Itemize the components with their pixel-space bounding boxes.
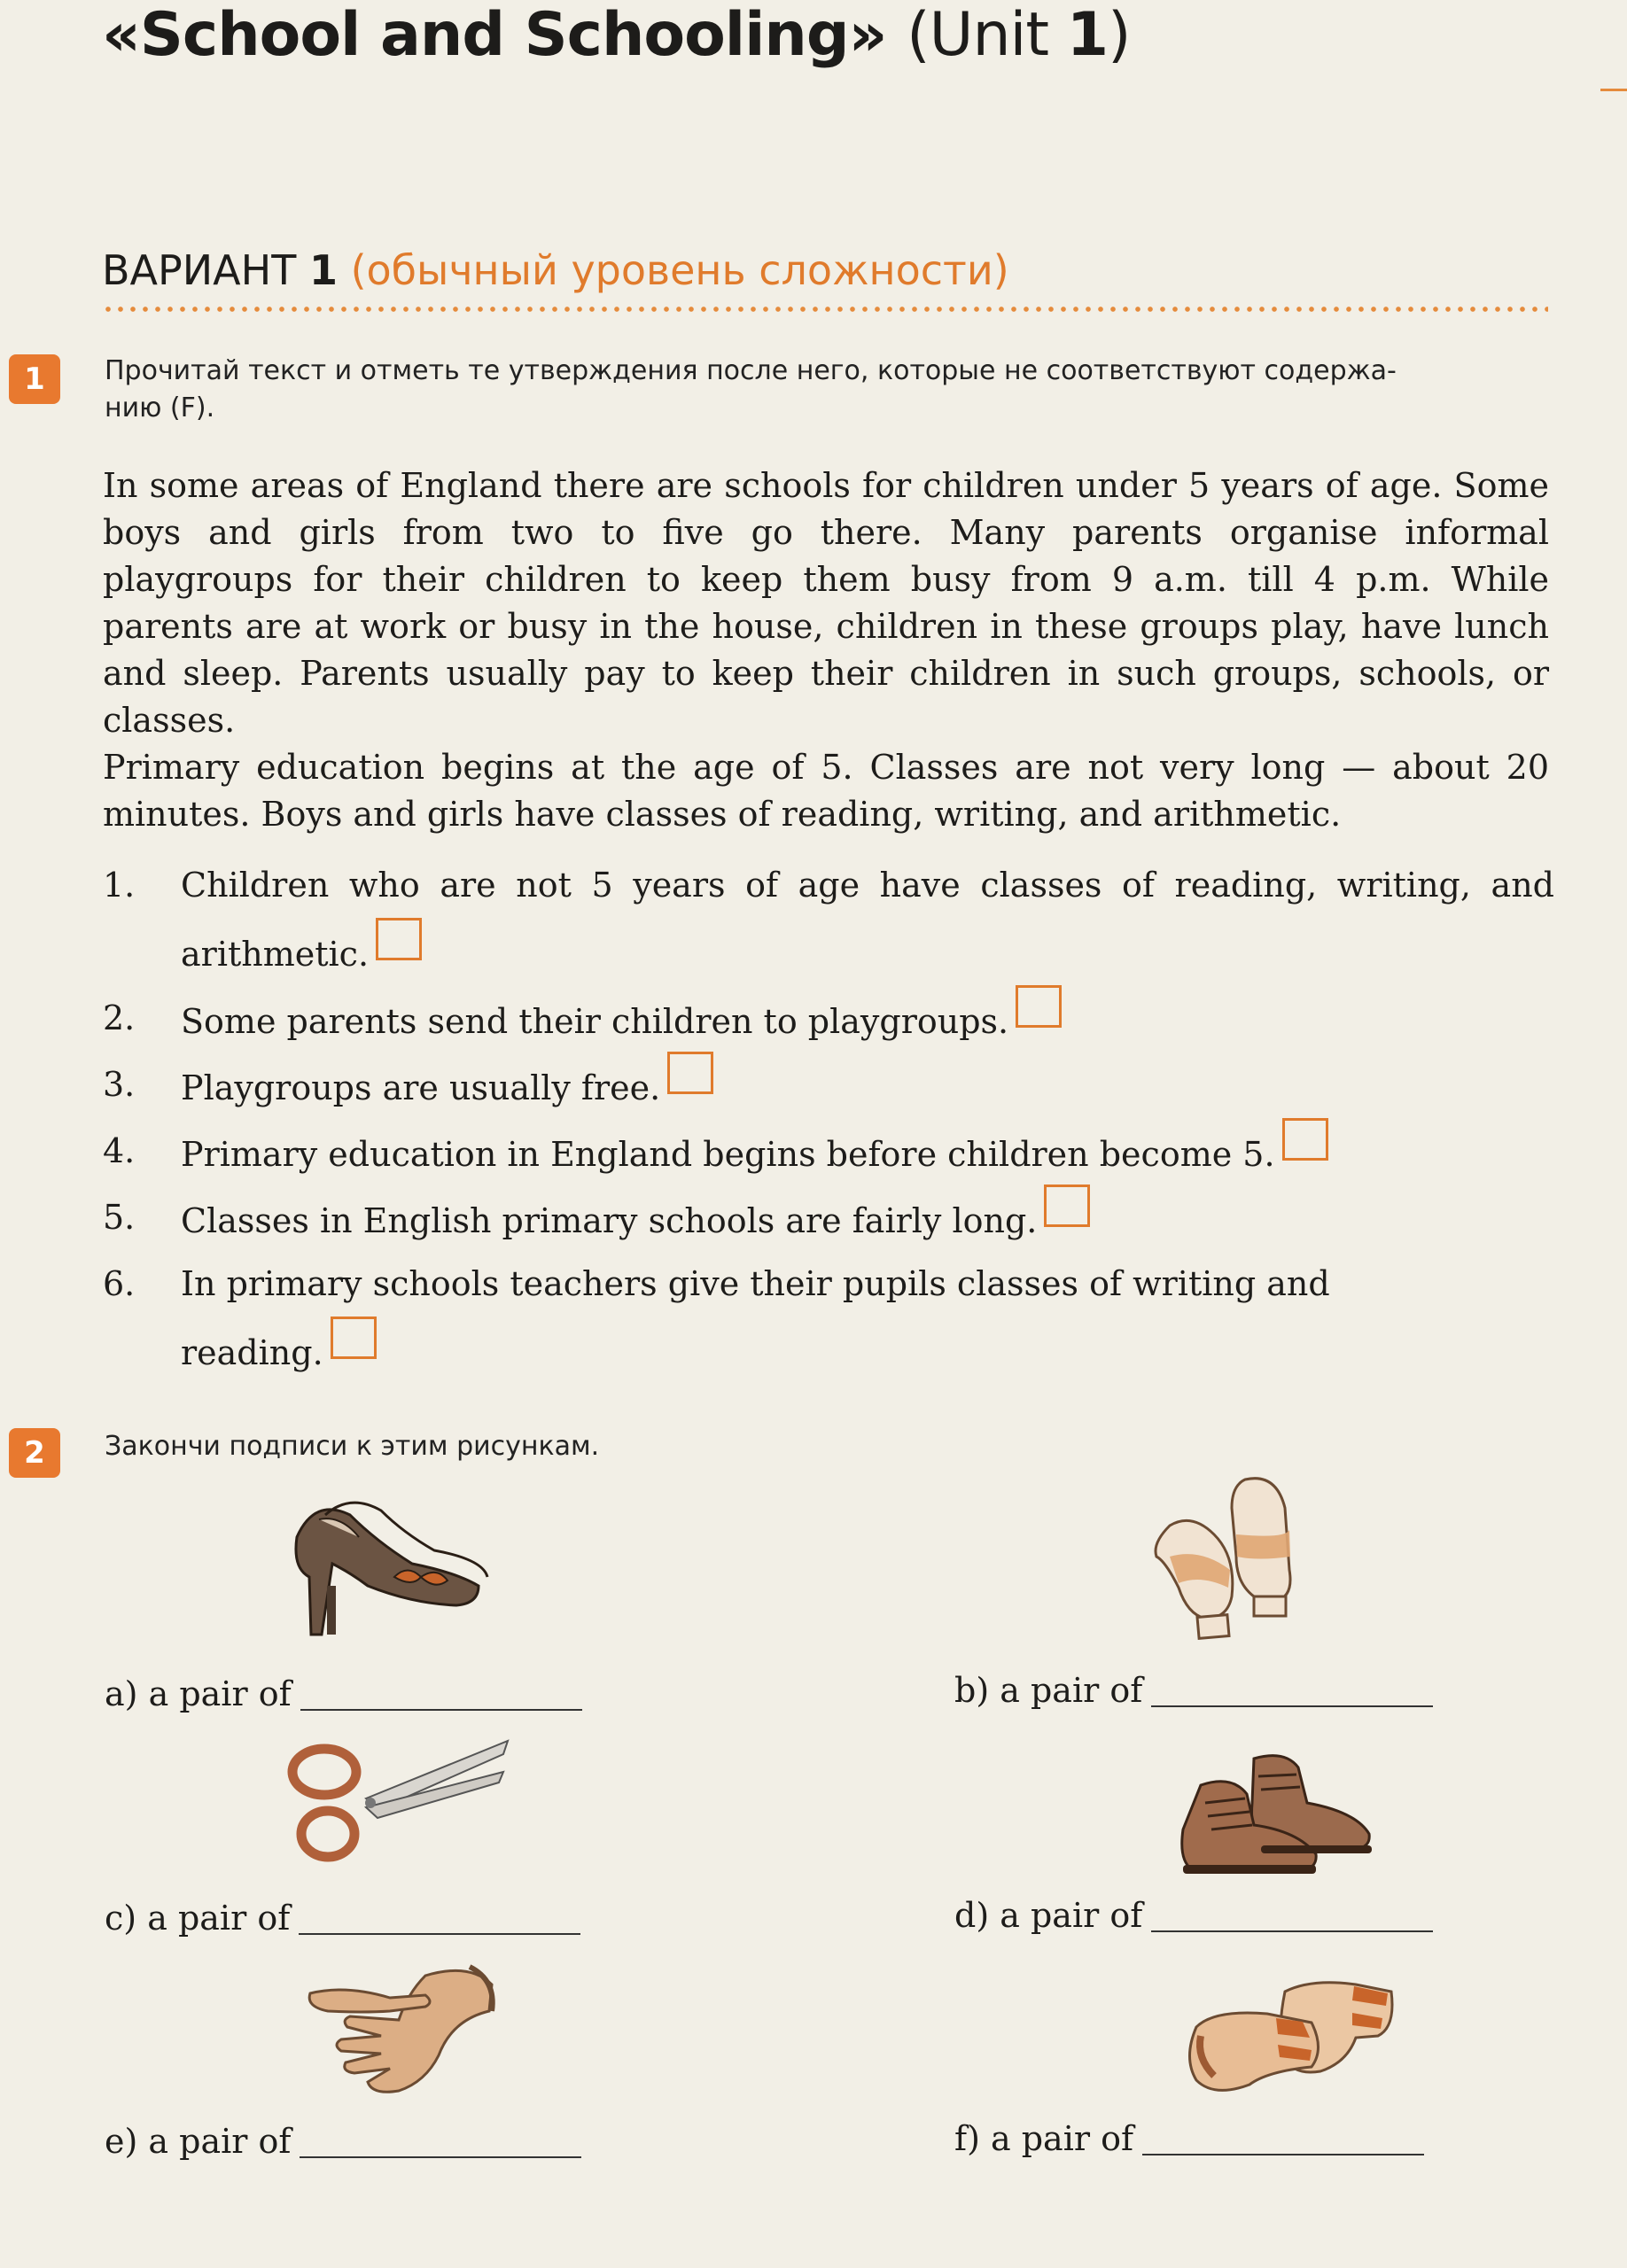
statement-text: [181, 852, 1554, 987]
variant-label: ВАРИАНТ: [102, 246, 309, 294]
variant-number: 1: [308, 246, 338, 294]
boots-icon: [1165, 1750, 1387, 1883]
answer-checkbox[interactable]: [1016, 985, 1062, 1028]
answer-blank[interactable]: [300, 2155, 581, 2158]
dotted-divider: [102, 307, 1548, 312]
caption-text: a pair of: [147, 1899, 291, 1938]
title-unit-prefix: (Unit: [907, 0, 1067, 70]
title-unit-number: 1: [1066, 0, 1109, 70]
answer-checkbox[interactable]: [1044, 1184, 1090, 1227]
statement-number: 3.: [103, 1065, 136, 1104]
caption-e: [105, 2122, 581, 2161]
statement-text-content: Playgroups are usually free.: [181, 1068, 661, 1107]
answer-blank[interactable]: [300, 1707, 582, 1711]
statement-text: [181, 1251, 1404, 1386]
task1-instruction-line2: нию (F).: [105, 392, 215, 423]
caption-text: a pair of: [1000, 1671, 1143, 1710]
caption-text: a pair of: [990, 2119, 1134, 2158]
edge-mark: [1600, 89, 1627, 91]
statement-text-content: In primary schools teachers give their pupils classes of writing and reading.: [181, 1264, 1330, 1372]
reading-passage: [103, 462, 1549, 838]
statement-number: 4.: [103, 1131, 136, 1170]
variant-heading: [102, 246, 1009, 294]
passage-paragraph-2: Primary education begins at the age of 5. Classes are not very long — about 20 minutes. Boys and girls have classes of reading, writing, and arithmetic.: [103, 748, 1549, 834]
statement-text: [181, 985, 1062, 1054]
socks-icon: [1179, 1974, 1400, 2102]
caption-letter: f): [954, 2119, 980, 2158]
statement-number: 1.: [103, 866, 136, 905]
title-main: «School and Schooling»: [102, 0, 887, 70]
variant-level: (обычный уровень сложности): [337, 246, 1009, 294]
statement-text: [181, 1118, 1328, 1187]
caption-letter: a): [105, 1674, 138, 1713]
caption-letter: c): [105, 1899, 137, 1938]
caption-text: a pair of: [148, 2122, 292, 2161]
caption-a: [105, 1674, 582, 1713]
statement-text: [181, 1052, 713, 1121]
task1-instruction: [105, 353, 1558, 427]
task2-badge: 2: [9, 1428, 60, 1478]
statement-text-content: Children who are not 5 years of age have classes of reading, writing, and arithmetic.: [181, 866, 1554, 974]
statement-text-content: Primary education in England begins before children become 5.: [181, 1135, 1275, 1174]
task1-instruction-line1: Прочитай текст и отметь те утверждения после него, которые не соответствуют содержа-: [105, 355, 1397, 386]
caption-f: [954, 2119, 1424, 2158]
caption-d: [954, 1896, 1433, 1935]
answer-checkbox[interactable]: [376, 918, 422, 960]
scissors-icon: [282, 1736, 512, 1865]
answer-blank[interactable]: [1151, 1929, 1433, 1932]
caption-text: a pair of: [148, 1674, 292, 1713]
answer-checkbox[interactable]: [1282, 1118, 1328, 1161]
passage-paragraph-1: In some areas of England there are schools for children under 5 years of age. Some boys and girls from two to five go there. Many parents organise informal playgroups for their children to keep them busy from 9 a.m. till 4 p.m. While parents are at work or busy in the house, children in these groups play, have lunch and sleep. Parents usually pay to keep their children in such groups, schools, or classes.: [103, 466, 1549, 740]
task1-badge: 1: [9, 354, 60, 404]
gloves-icon: [292, 1958, 505, 2100]
answer-checkbox[interactable]: [667, 1052, 713, 1094]
mittens-icon: [1152, 1472, 1320, 1645]
caption-b: [954, 1671, 1433, 1710]
statement-text-content: Some parents send their children to playgroups.: [181, 1002, 1009, 1041]
shoes-icon: [279, 1488, 492, 1643]
caption-letter: d): [954, 1896, 990, 1935]
statement-number: 5.: [103, 1198, 136, 1237]
statement-number: 6.: [103, 1264, 136, 1303]
caption-c: [105, 1899, 580, 1938]
statement-text: [181, 1184, 1090, 1254]
statement-number: 2.: [103, 998, 136, 1037]
caption-letter: b): [954, 1671, 990, 1710]
answer-checkbox[interactable]: [331, 1317, 377, 1359]
task2-instruction: Закончи подписи к этим рисункам.: [105, 1431, 600, 1462]
answer-blank[interactable]: [1142, 2152, 1424, 2155]
page-title: [102, 0, 1131, 70]
answer-blank[interactable]: [299, 1931, 580, 1935]
answer-blank[interactable]: [1151, 1704, 1433, 1707]
title-unit-suffix: ): [1108, 0, 1131, 70]
caption-letter: e): [105, 2122, 138, 2161]
caption-text: a pair of: [1000, 1896, 1143, 1935]
statement-text-content: Classes in English primary schools are fairly long.: [181, 1201, 1038, 1240]
